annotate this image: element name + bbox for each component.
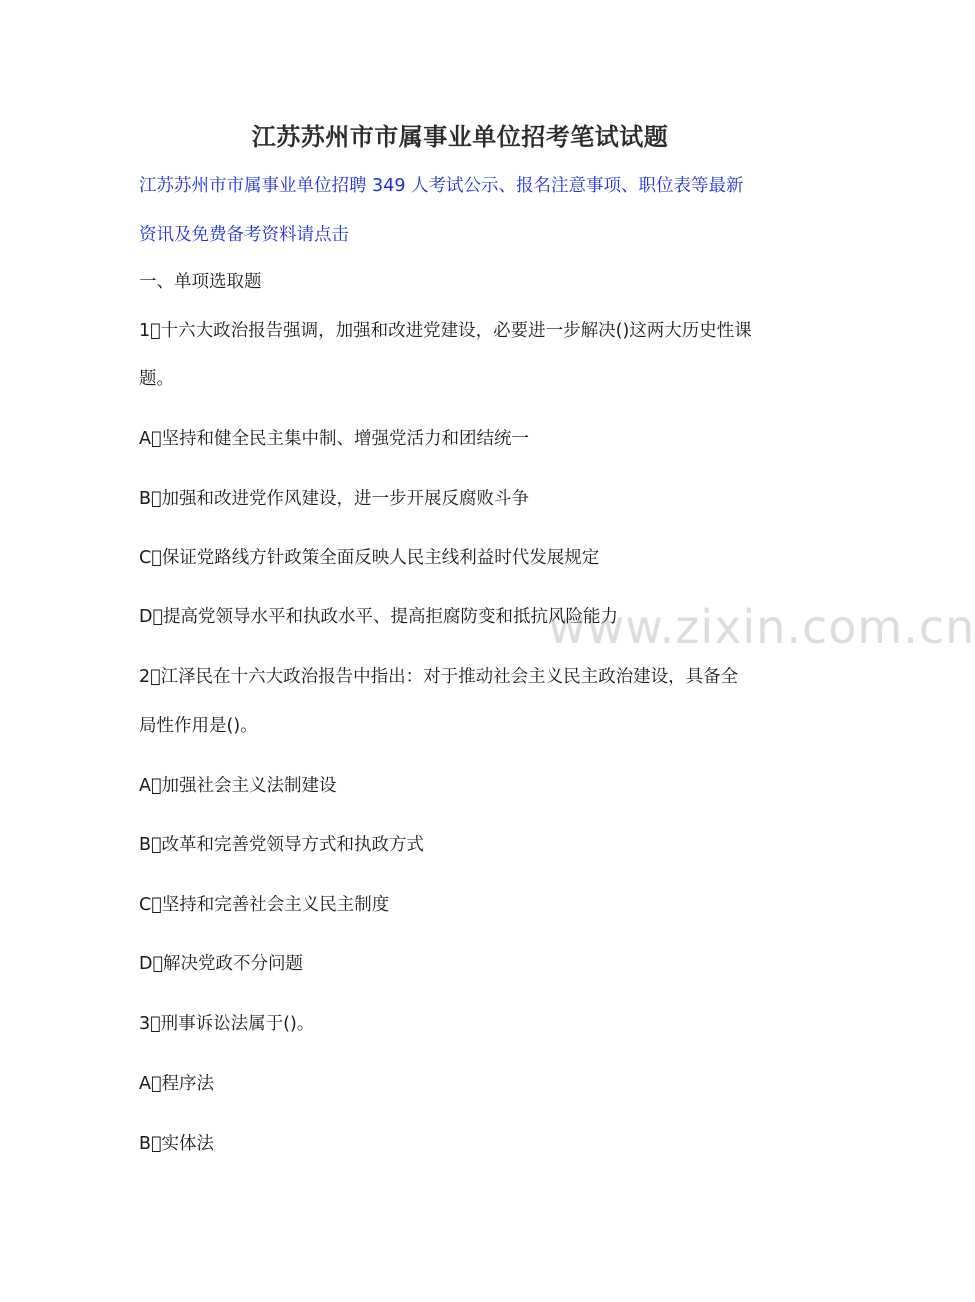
intro-link-line2[interactable]: 资讯及免费备考资料请点击 [139,225,349,245]
watermark: www.zixin.com.cn [548,600,975,654]
question-1-line2: 题。 [139,369,174,389]
question-2-line1: 2 江泽民在十六大政治报告中指出：对于推动社会主义民主政治建设，具备全 [139,667,739,687]
question-3-line1: 3 刑事诉讼法属于()。 [139,1014,315,1034]
question-3-option-b: B 实体法 [139,1134,215,1154]
question-2-option-c: C 坚持和完善社会主义民主制度 [139,895,390,915]
question-1-line1: 1 十六大政治报告强调，加强和改进党建设，必要进一步解决()这两大历史性课 [139,321,752,341]
intro-link-line1[interactable]: 江苏苏州市市属事业单位招聘 349 人考试公示、报名注意事项、职位表等最新 [139,176,744,196]
question-3-option-a: A 程序法 [139,1074,214,1094]
question-1-option-b: B 加强和改进党作风建设，进一步开展反腐败斗争 [139,489,530,509]
question-1-option-c: C 保证党路线方针政策全面反映人民主线利益时代发展规定 [139,548,600,568]
section-heading: 一、单项选取题 [139,272,262,292]
page-title: 江苏苏州市市属事业单位招考笔试试题 [251,123,669,151]
question-1-option-d: D 提高党领导水平和执政水平、提高拒腐防变和抵抗风险能力 [139,607,618,627]
question-2-option-b: B 改革和完善党领导方式和执政方式 [139,835,425,855]
question-2-line2: 局性作用是()。 [139,716,258,736]
question-2-option-a: A 加强社会主义法制建设 [139,776,337,796]
question-1-option-a: A 坚持和健全民主集中制、增强党活力和团结统一 [139,429,529,449]
question-2-option-d: D 解决党政不分问题 [139,954,303,974]
